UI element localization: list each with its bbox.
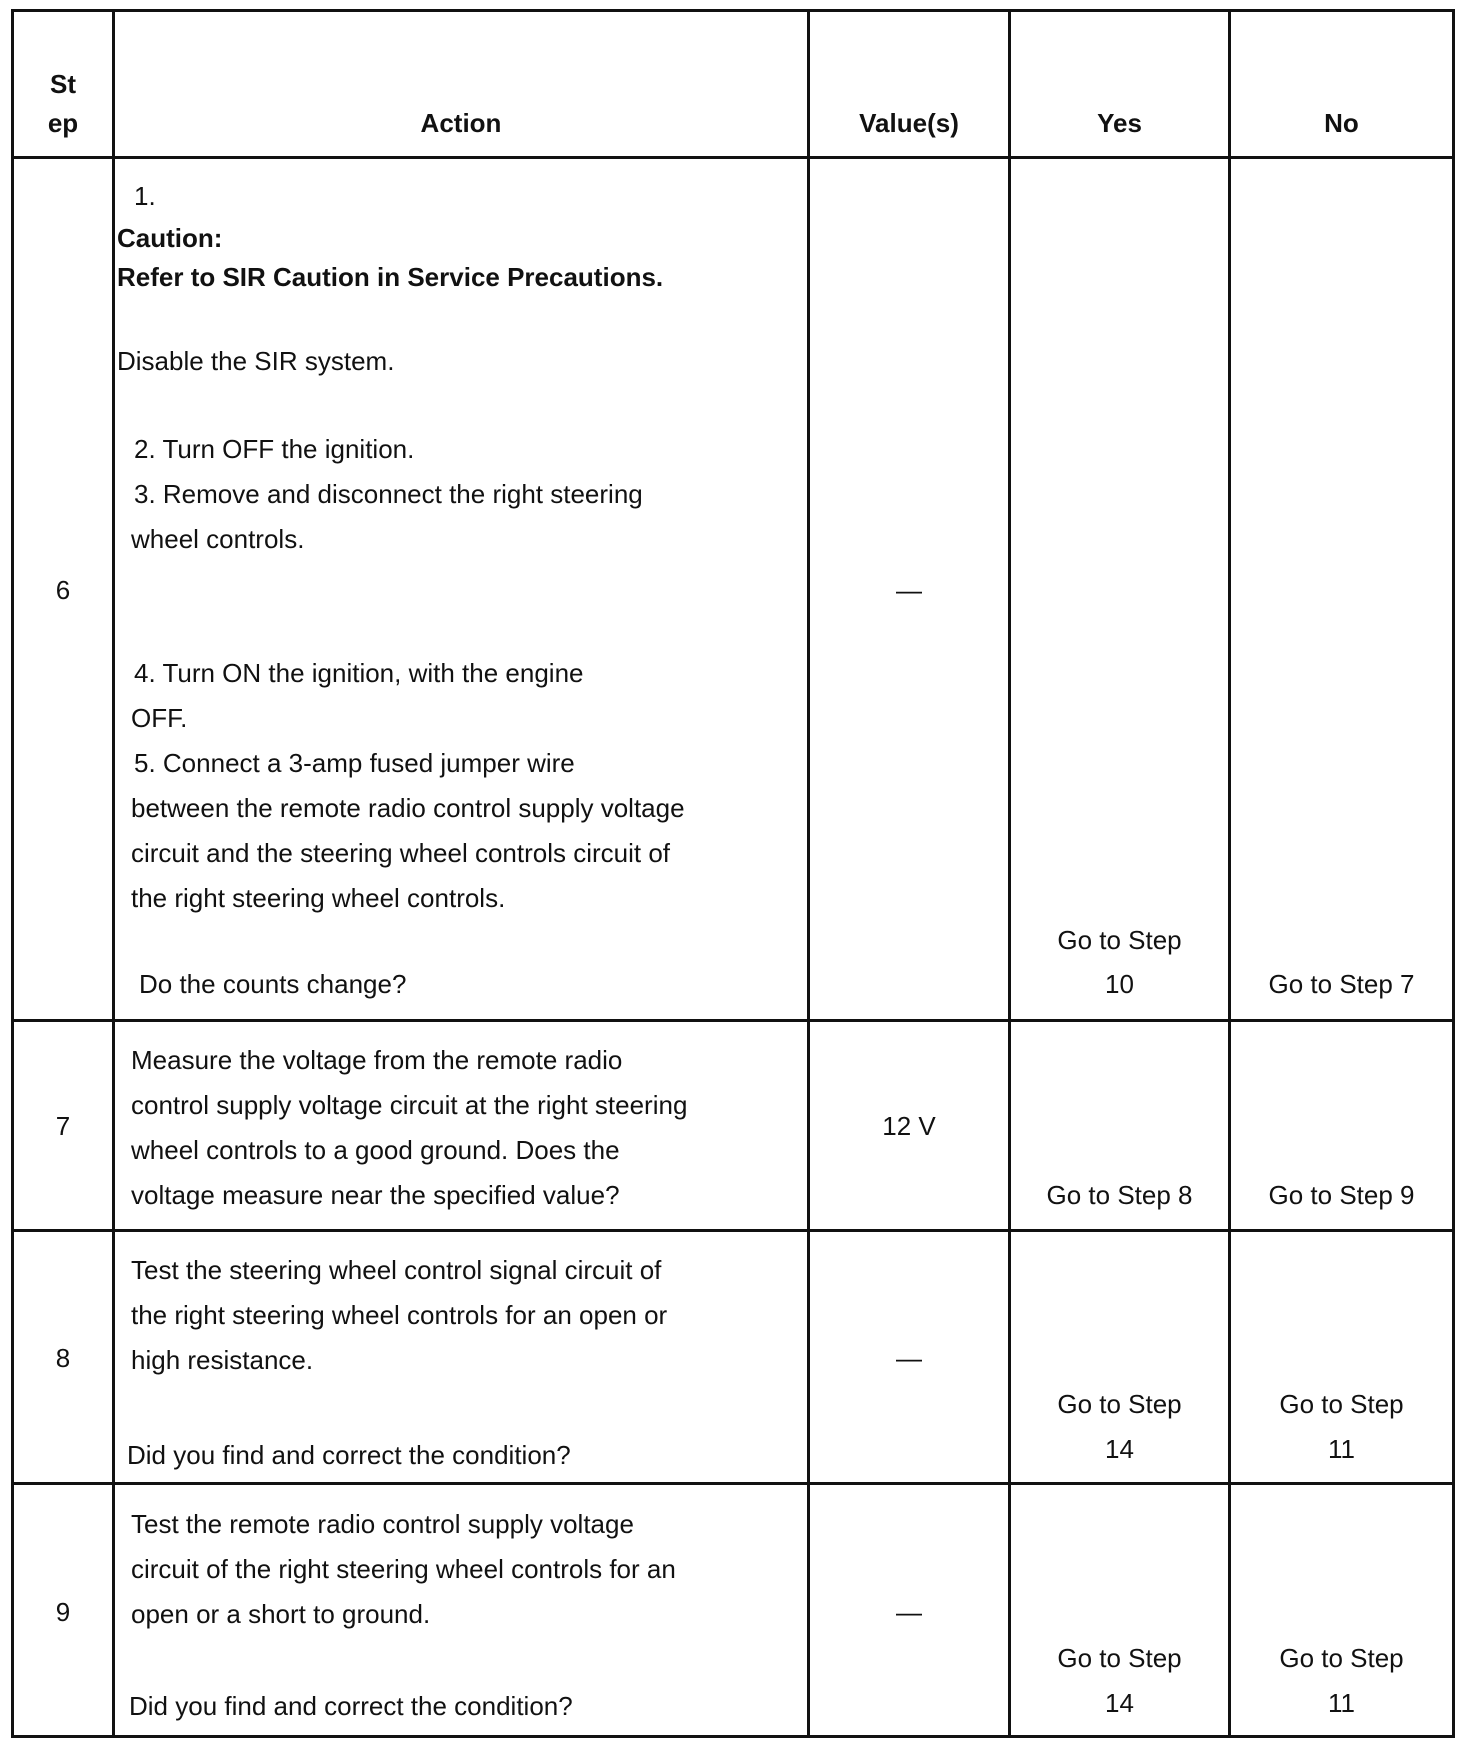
value-cell: — <box>896 575 922 605</box>
header-divider <box>11 156 1455 159</box>
table-border-left <box>11 9 14 1737</box>
action-item-cont: wheel controls. <box>131 524 305 554</box>
action-item: 3. Remove and disconnect the right steering <box>134 479 643 509</box>
row-divider <box>11 1229 1455 1232</box>
yes-cell: Go to Step 8 <box>1046 1180 1193 1210</box>
action-text: high resistance. <box>131 1345 314 1375</box>
table-border-right <box>1452 9 1455 1737</box>
action-item: 2. Turn OFF the ignition. <box>134 434 415 464</box>
no-cell: Go to Step <box>1279 1643 1404 1673</box>
no-cell: Go to Step 9 <box>1268 1180 1415 1210</box>
action-item-cont: between the remote radio control supply voltage <box>131 793 685 823</box>
no-cell-step: 11 <box>1328 1434 1355 1464</box>
value-cell: 12 V <box>882 1111 936 1141</box>
no-cell-step: 11 <box>1328 1688 1355 1718</box>
yes-cell: Go to Step <box>1057 925 1182 955</box>
action-text: control supply voltage circuit at the right steering <box>131 1090 688 1120</box>
action-text: circuit of the right steering wheel controls for an <box>131 1554 676 1584</box>
header-step-line1: St <box>50 69 76 99</box>
table-border-bottom <box>11 1735 1455 1738</box>
action-item-cont: OFF. <box>131 703 188 733</box>
action-item-cont: circuit and the steering wheel controls circuit of <box>131 838 671 868</box>
caution-label: Caution: <box>117 223 223 253</box>
action-text: voltage measure near the specified value? <box>131 1180 620 1210</box>
action-text: Measure the voltage from the remote radio <box>131 1045 623 1075</box>
column-divider <box>1008 9 1011 1737</box>
action-text: Test the steering wheel control signal circuit of <box>131 1255 662 1285</box>
value-cell: — <box>896 1597 922 1627</box>
column-divider <box>807 9 810 1737</box>
action-text: the right steering wheel controls for an open or <box>131 1300 668 1330</box>
action-item-cont: the right steering wheel controls. <box>131 883 506 913</box>
header-action: Action <box>420 108 502 138</box>
header-yes: Yes <box>1097 108 1142 138</box>
header-values: Value(s) <box>859 108 959 138</box>
header-no: No <box>1324 108 1359 138</box>
caution-text: Refer to SIR Caution in Service Precautions. <box>117 262 664 292</box>
action-question: Did you find and correct the condition? <box>129 1691 573 1721</box>
action-item-number: 1. <box>134 181 156 211</box>
action-item: 4. Turn ON the ignition, with the engine <box>134 658 584 688</box>
step-number: 9 <box>55 1597 71 1627</box>
action-text: Test the remote radio control supply voltage <box>131 1509 634 1539</box>
value-cell: — <box>896 1343 922 1373</box>
action-text: Disable the SIR system. <box>117 346 395 376</box>
yes-cell-step: 10 <box>1105 969 1134 999</box>
action-item: 5. Connect a 3-amp fused jumper wire <box>134 748 575 778</box>
column-divider <box>112 9 115 1737</box>
no-cell: Go to Step <box>1279 1389 1404 1419</box>
action-question: Did you find and correct the condition? <box>127 1440 571 1470</box>
step-number: 8 <box>55 1343 71 1373</box>
yes-cell: Go to Step <box>1057 1389 1182 1419</box>
yes-cell-step: 14 <box>1105 1434 1134 1464</box>
action-text: wheel controls to a good ground. Does the <box>131 1135 620 1165</box>
no-cell: Go to Step 7 <box>1268 969 1415 999</box>
action-text: open or a short to ground. <box>131 1599 431 1629</box>
column-divider <box>1228 9 1231 1737</box>
yes-cell-step: 14 <box>1105 1688 1134 1718</box>
yes-cell: Go to Step <box>1057 1643 1182 1673</box>
table-border-top <box>11 9 1455 12</box>
step-number: 6 <box>55 575 71 605</box>
header-step-line2: ep <box>47 108 79 138</box>
action-question: Do the counts change? <box>139 969 407 999</box>
row-divider <box>11 1019 1455 1022</box>
row-divider <box>11 1482 1455 1485</box>
step-number: 7 <box>55 1111 71 1141</box>
